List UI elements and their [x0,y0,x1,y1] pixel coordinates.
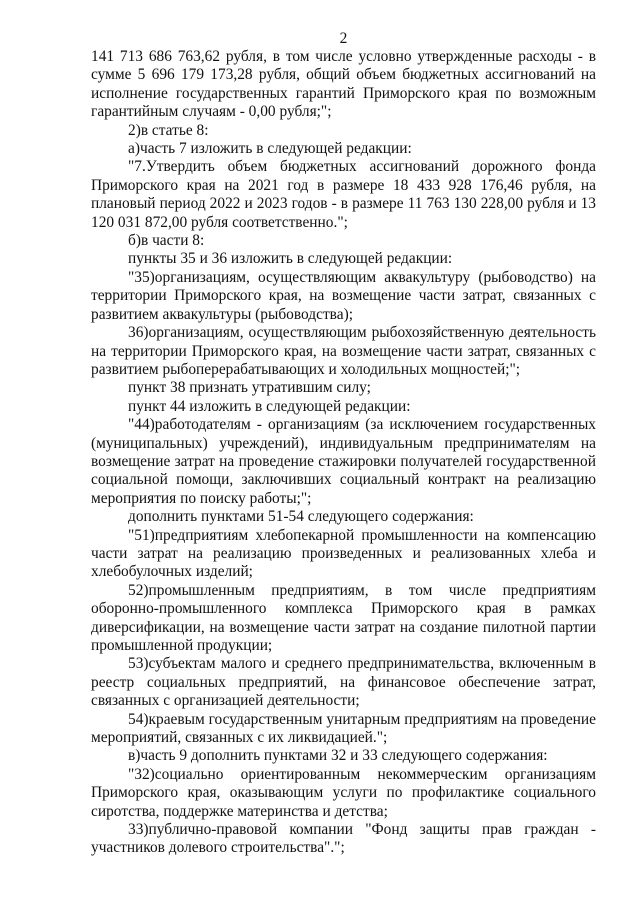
document-page [91,30,596,858]
paragraph: "32)социально ориентированным некоммерческим организациям Приморского края, оказывающим услуги по профилактике социального сиротства, поддержке материнства и детства; [91,765,596,820]
paragraph: "51)предприятиям хлебопекарной промышленности на компенсацию части затрат на реализацию произведенных и реализованных хлеба и хлебобулочных изделий; [91,526,596,581]
paragraph: пункты 35 и 36 изложить в следующей редакции: [128,250,453,268]
paragraph: "44)работодателям - организациям (за исключением государственных (муниципальных) учреждений), индивидуальным предпринимателям на возмещение затрат на проведение стажировки получателей государственной социальной помощи, заключивших социальный контракт на реализацию мероприятия по поиску работы;"; [91,416,596,507]
paragraph: 33)публично-правовой компании "Фонд защиты прав граждан - участников долевого строительства"."; [91,821,596,857]
paragraph: б)в части 8: [128,232,205,250]
paragraph: 141 713 686 763,62 рубля, в том числе условно утвержденные расходы - в сумме 5 696 179 173,28 рубля, общий объем бюджетных ассигнований на исполнение государственных гарантий Приморского края по возможным гарантийным случаям - 0,00 рубля;"; [91,48,596,121]
paragraph: а)часть 7 изложить в следующей редакции: [128,140,412,158]
paragraph: 53)субъектам малого и среднего предпринимательства, включенным в реестр социальных предприятий, на финансовое обеспечение затрат, связанных с организацией деятельности; [91,655,596,710]
paragraph: "35)организациям, осуществляющим аквакультуру (рыбоводство) на территории Приморского края, на возмещение части затрат, связанных с развитием аквакультуры (рыбоводства); [91,268,596,323]
paragraph: дополнить пунктами 51-54 следующего содержания: [128,508,474,526]
paragraph: пункт 38 признать утратившим силу; [128,379,371,397]
document-body [91,48,596,858]
page-number: 2 [339,30,348,47]
paragraph: пункт 44 изложить в следующей редакции: [128,397,411,415]
paragraph: 36)организациям, осуществляющим рыбохозяйственную деятельность на территории Приморского края, на возмещение части затрат, связанных с развитием рыбоперерабатывающих и холодильных мощностей;"; [91,324,596,378]
paragraph: "7.Утвердить объем бюджетных ассигнований дорожного фонда Приморского края на 2021 год в размере 18 433 928 176,46 рубля, на плановый период 2022 и 2023 годов - в размере 11 763 130 228,00 рубля и 13 120 031 872,00 рубля соответственно."; [91,158,596,231]
paragraph: 2)в статье 8: [128,121,209,139]
paragraph: в)часть 9 дополнить пунктами 32 и 33 следующего содержания: [128,747,548,765]
paragraph: 52)промышленным предприятиям, в том числе предприятиям оборонно-промышленного комплекса Приморского края в рамках диверсификации, на возмещение части затрат на создание пилотной партии промышленной продукции; [91,581,596,654]
paragraph: 54)краевым государственным унитарным предприятиям на проведение мероприятий, связанных с их ликвидацией."; [91,710,596,747]
